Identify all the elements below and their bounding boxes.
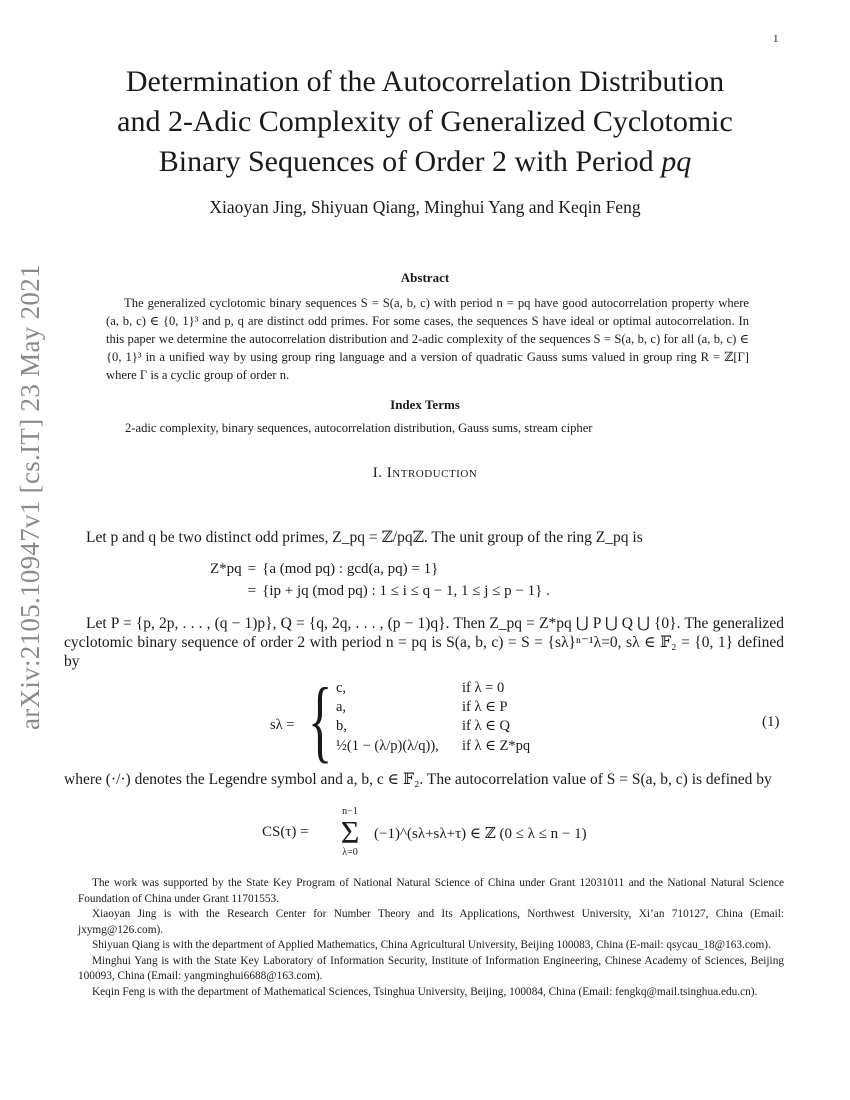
case-condition: if λ ∈ Z*pq [462,738,531,754]
eq-auto-lhs: CS(τ) = [262,824,309,840]
title-line-1: Determination of the Autocorrelation Distribution [125,65,725,98]
title-line-3-text: Binary Sequences of Order 2 with Period [158,145,662,178]
abstract-body [106,294,749,384]
section-number: I. [372,465,383,481]
sum-upper-limit: n−1 [342,806,358,817]
paper-title [60,62,790,182]
footnote: Xiaoyan Jing is with the Research Center for Number Theory and Its Applications, Northwest University, Xi’an 710127, China (Email: jxymg@126.com). [78,908,784,936]
equation-unit-group [210,558,556,602]
paragraph-1: Let p and q be two distinct odd primes, Z_pq = ℤ/pqℤ. The unit group of the ring Z_pq is [86,529,643,546]
case-condition: if λ = 0 [462,680,505,696]
footnote: Minghui Yang is with the State Key Laboratory of Information Security, Institute of Information Engineering, Chinese Academy of Sciences, Beijing 100093, China (Email: yangminghui6688@163.com). [78,954,784,982]
sigma-symbol: Σ [340,814,360,850]
page-number: 1 [773,33,779,45]
left-brace: { [308,669,333,771]
title-line-3-math: pq [661,145,692,178]
eq-units-row-1: {a (mod pq) : gcd(a, pq) = 1} [262,561,439,577]
case-value: b, [336,718,347,734]
sum-lower-limit: λ=0 [342,847,358,858]
paragraph-2-text: Let P = {p, 2p, . . . , (q − 1)p}, Q = {q, 2q, . . . , (p − 1)q}. Then Z_pq = Z*pq ⋃ P ⋃ Q ⋃ {0}. The generalized cyclotomic binary sequence of order 2 with period n = pq is S(a, b, c) = S = {sλ}ⁿ⁻¹λ=0, sλ ∈ 𝔽₂ = {0, 1} defined by [64,615,784,670]
section-heading [60,465,790,482]
eq-def-lhs: sλ = [270,717,295,733]
arxiv-stamp: arXiv:2105.10947v1 [cs.IT] 23 May 2021 [15,264,45,730]
footnote: Shiyuan Qiang is with the department of Applied Mathematics, China Agricultural University, Beijing 100083, China (E-mail: qsycau_18@163.com). [92,939,771,951]
eq-units-lhs: Z*pq [210,561,242,577]
eq-auto-rhs: (−1)^(sλ+sλ+τ) ∈ ℤ (0 ≤ λ ≤ n − 1) [374,826,587,842]
case-condition: if λ ∈ Q [462,718,510,734]
eq-units-row-2: {ip + jq (mod pq) : 1 ≤ i ≤ q − 1, 1 ≤ j ≤ p − 1} . [262,583,550,599]
case-value: a, [336,699,347,715]
equation-number: (1) [762,714,780,730]
title-line-2: and 2-Adic Complexity of Generalized Cyclotomic [117,105,733,138]
section-title: Introduction [386,465,478,481]
footnote: Keqin Feng is with the department of Mathematical Sciences, Tsinghua University, Beijing, 100084, China (Email: fengkq@mail.tsinghua.edu.cn). [92,985,758,998]
eq-units-eq-2: = [247,583,257,599]
case-value: ½(1 − (λ/p)(λ/q)), [336,738,439,754]
footnotes [78,876,784,1000]
index-terms-text: 2-adic complexity, binary sequences, autocorrelation distribution, Gauss sums, stream cipher [125,421,593,435]
authors: Xiaoyan Jing, Shiyuan Qiang, Minghui Yang and Keqin Feng [209,197,641,217]
abstract-heading: Abstract [400,270,450,285]
footnote: The work was supported by the State Key Program of National Natural Science of China under Grant 12031011 and the National Natural Science Foundation of China under Grant 11701553. [78,877,784,905]
paragraph-3: where (·/·) denotes the Legendre symbol and a, b, c ∈ 𝔽₂. The autocorrelation value of S = S(a, b, c) is defined by [64,771,772,788]
eq-units-eq-1: = [247,561,257,577]
case-value: c, [336,680,347,696]
case-condition: if λ ∈ P [462,699,508,715]
paragraph-2 [64,614,784,671]
index-terms-heading: Index Terms [390,397,460,412]
summation [328,806,372,858]
title-line-3 [60,142,790,182]
abstract-text: The generalized cyclotomic binary sequences S = S(a, b, c) with period n = pq have good autocorrelation property where (a, b, c) ∈ {0, 1}³ and p, q are distinct odd primes. For some cases, the sequences S have ideal or optimal autocorrelation. In this paper we determine the autocorrelation distribution and 2-adic complexity of the sequences S = S(a, b, c) for all (a, b, c) ∈ {0, 1}³ in a unified way by using group ring language and a version of quadratic Gauss sums valued in group ring R = ℤ[Γ] where Γ is a cyclic group of order n. [106,296,749,382]
